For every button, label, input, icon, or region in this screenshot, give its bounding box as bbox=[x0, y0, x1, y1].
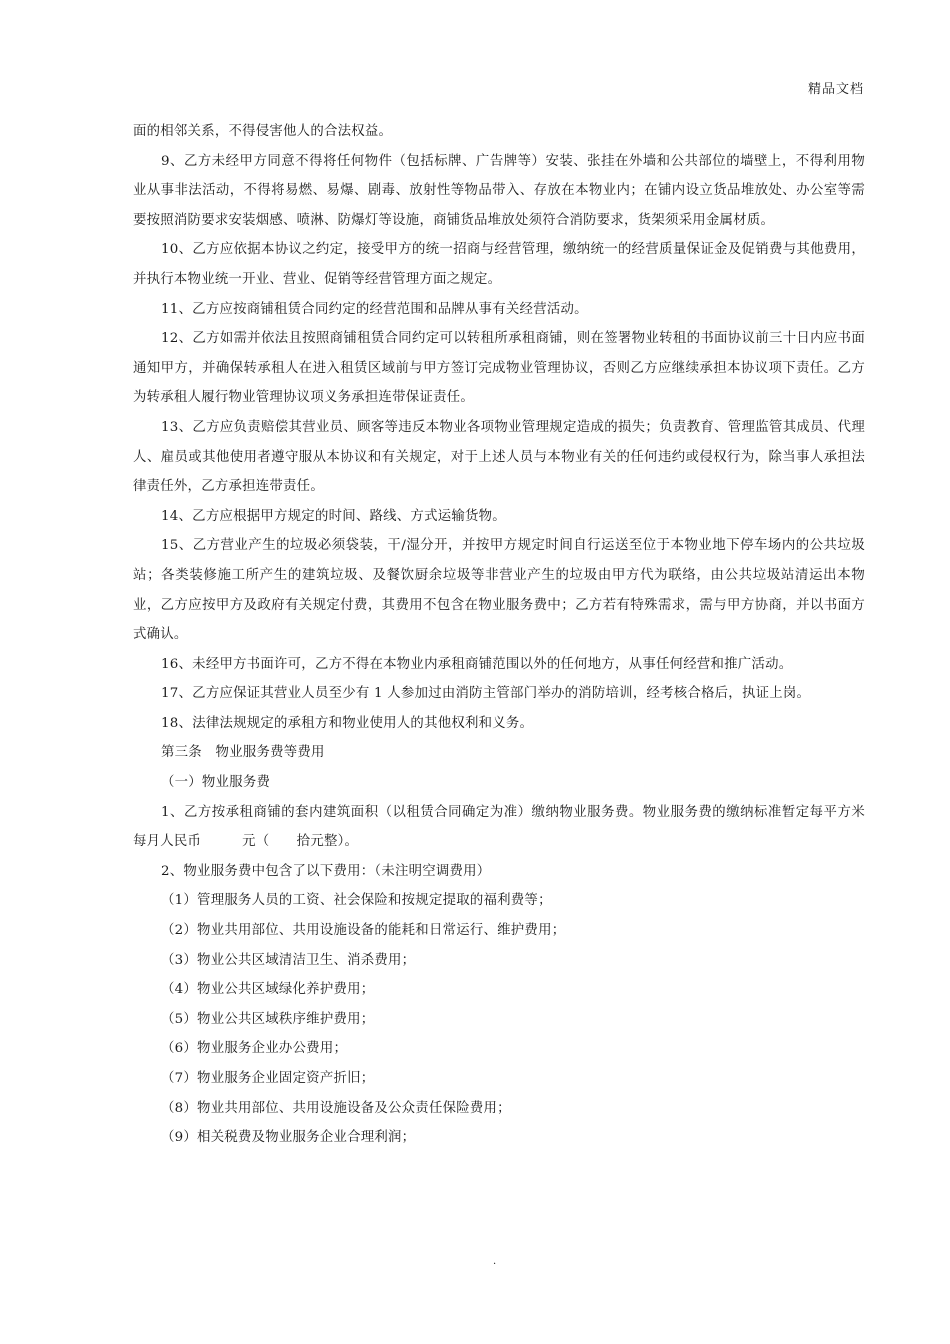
document-body bbox=[133, 117, 865, 1153]
fee-subitem-7: （7）物业服务企业固定资产折旧； bbox=[161, 1071, 375, 1086]
section-1-heading: （一）物业服务费 bbox=[161, 775, 271, 791]
clause-17: 17、乙方应保证其营业人员至少有 1 人参加过由消防主管部门举办的消防培训，经考核合格后，执证上岗。 bbox=[161, 686, 811, 702]
clause-9: 9、乙方未经甲方同意不得将任何物件（包括标牌、广告牌等）安装、张挂在外墙和公共部位的墙壁上，不得利用物业从事非法活动，不得将易燃、易爆、剧毒、放射性等物品带入、存放在本物业内；在铺内设立货品堆放处、办公室等需要按照消防要求安装烟感、喷淋、防爆灯等设施，商铺货品堆放处须符合消防要求，货架须采用金属材质。 bbox=[133, 153, 865, 228]
fee-subitem-1: （1）管理服务人员的工资、社会保险和按规定提取的福利费等； bbox=[161, 893, 552, 909]
page-footer-mark: . bbox=[493, 1256, 497, 1267]
page-header: 精品文档 bbox=[807, 82, 864, 97]
fee-subitem-6: （6）物业服务企业办公费用； bbox=[161, 1041, 348, 1057]
paragraph-continuation: 面的相邻关系，不得侵害他人的合法权益。 bbox=[133, 124, 393, 139]
clause-18: 18、法律法规规定的承租方和物业使用人的其他权利和义务。 bbox=[161, 715, 534, 731]
clause-10: 10、乙方应依据本协议之约定，接受甲方的统一招商与经营管理，缴纳统一的经营质量保证金及促销费与其他费用，并执行本物业统一开业、营业、促销等经营管理方面之规定。 bbox=[133, 242, 865, 287]
fee-subitem-4: （4）物业公共区域绿化养护费用； bbox=[161, 982, 375, 998]
clause-12: 12、乙方如需并依法且按照商铺租赁合同约定可以转租所承租商铺，则在签署物业转租的书面协议前三十日内应书面通知甲方，并确保转承租人在进入租赁区域前与甲方签订完成物业管理协议，否则乙方应继续承担本协议项下责任。乙方为转承租人履行物业管理协议项义务承担连带保证责任。 bbox=[133, 331, 865, 406]
fee-subitem-5: （5）物业公共区域秩序维护费用； bbox=[161, 1011, 375, 1027]
clause-16: 16、未经甲方书面许可，乙方不得在本物业内承租商铺范围以外的任何地方，从事任何经营和推广活动。 bbox=[161, 656, 793, 672]
clause-13: 13、乙方应负责赔偿其营业员、顾客等违反本物业各项物业管理规定造成的损失；负责教育、管理监管其成员、代理人、雇员或其他使用者遵守服从本协议和有关规定，对于上述人员与本物业有关的任何违约或侵权行为，除当事人承担法律责任外，乙方承担连带责任。 bbox=[133, 419, 865, 495]
article-3-heading: 第三条 物业服务费等费用 bbox=[161, 745, 325, 761]
fee-subitem-3: （3）物业公共区域清洁卫生、消杀费用； bbox=[161, 952, 416, 968]
clause-15: 15、乙方营业产生的垃圾必须袋装，干/湿分开，并按甲方规定时间自行运送至位于本物业地下停车场内的公共垃圾站；各类装修施工所产生的建筑垃圾、及餐饮厨余垃圾等非营业产生的垃圾由甲方代为联络，由公共垃圾站清运出本物业，乙方应按甲方及政府有关规定付费，其费用不包含在物业服务费中；乙方若有特殊需求，需与甲方协商，并以书面方式确认。 bbox=[133, 538, 865, 643]
fee-subitem-2: （2）物业共用部位、共用设施设备的能耗和日常运行、维护费用； bbox=[161, 923, 566, 939]
fee-subitem-8: （8）物业共用部位、共用设施设备及公众责任保险费用； bbox=[161, 1100, 511, 1116]
fee-item-2: 2、物业服务费中包含了以下费用：（未注明空调费用） bbox=[161, 863, 491, 879]
clause-14: 14、乙方应根据甲方规定的时间、路线、方式运输货物。 bbox=[161, 508, 506, 524]
fee-item-1: 1、乙方按承租商铺的套内建筑面积（以租赁合同确定为准）缴纳物业服务费。物业服务费的缴纳标准暂定每平方米每月人民币 元（ 拾元整）。 bbox=[133, 804, 865, 850]
fee-subitem-9: （9）相关税费及物业服务企业合理利润； bbox=[161, 1130, 416, 1146]
clause-11: 11、乙方应按商铺租赁合同约定的经营范围和品牌从事有关经营活动。 bbox=[161, 301, 588, 317]
